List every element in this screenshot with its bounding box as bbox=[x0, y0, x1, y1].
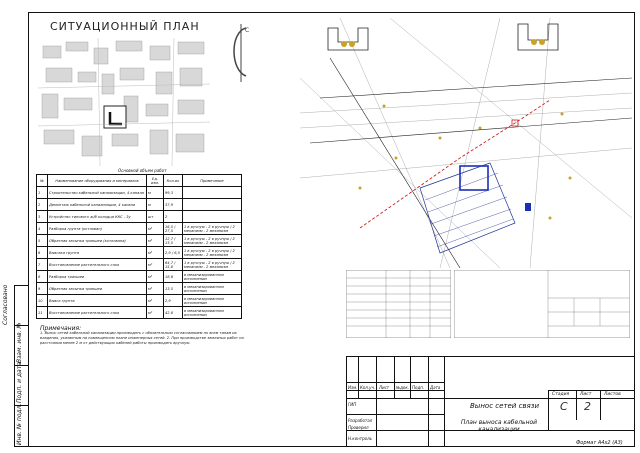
col-podp: Подп. bbox=[412, 385, 425, 390]
cell: Устройство типового ж/б колодца ККС - 3у bbox=[48, 211, 147, 223]
cell: м bbox=[147, 187, 164, 199]
cell: 13,5 bbox=[164, 283, 183, 295]
col-data: Дата bbox=[430, 385, 441, 390]
cell: 2 bbox=[37, 199, 48, 211]
cell: 9 bbox=[37, 283, 48, 295]
col-header: Примечание bbox=[183, 175, 242, 187]
col-header: № bbox=[37, 175, 48, 187]
cell: м³ bbox=[147, 235, 164, 247]
cell: Разборка грунта (котлован) bbox=[48, 223, 147, 235]
works-table bbox=[36, 174, 242, 319]
side-strip bbox=[0, 285, 28, 447]
role-gip: ГИП bbox=[348, 402, 357, 407]
stage-header: Стадия bbox=[552, 392, 570, 397]
side-label-sign: Подп. и дата bbox=[16, 362, 23, 403]
cell: м bbox=[147, 199, 164, 211]
side-label-agreed: Согласовано bbox=[2, 284, 9, 325]
col-koluch: Кол.уч. bbox=[360, 385, 376, 390]
table-row bbox=[37, 247, 242, 259]
cell: 8 bbox=[37, 271, 48, 283]
cell: 1 в ручную - 2 в ручную / 2 механизм - 2 механизм bbox=[183, 259, 242, 271]
cell: в механизированном исполнении bbox=[183, 283, 242, 295]
cell: 5 bbox=[37, 235, 48, 247]
cell: Вывоз грунта bbox=[48, 295, 147, 307]
cell: в механизированном исполнении bbox=[183, 271, 242, 283]
cell: 3 bbox=[37, 211, 48, 223]
cell: 1 в ручную - 2 в ручную / 2 механизм - 2 механизм bbox=[183, 247, 242, 259]
col-header: Ед. изм. bbox=[147, 175, 164, 187]
cell: м³ bbox=[147, 283, 164, 295]
role-developer: Разработал bbox=[348, 418, 373, 423]
cell: Строительство кабельной канализации, 4 канала bbox=[48, 187, 147, 199]
cell: 18,6 bbox=[164, 271, 183, 283]
format-label: Формат А4х2 (A3) bbox=[576, 440, 623, 446]
cell: 99,3 bbox=[164, 187, 183, 199]
cell bbox=[183, 199, 242, 211]
col-header: Наименование оборудования и материалов bbox=[48, 175, 147, 187]
table-row bbox=[37, 295, 242, 307]
table-header-row bbox=[37, 175, 242, 187]
cell: м³ bbox=[147, 295, 164, 307]
cell: 16,5 / 27,5 bbox=[164, 223, 183, 235]
sheet-value: 2 bbox=[584, 400, 591, 413]
table-row bbox=[37, 283, 242, 295]
svg-text:С: С bbox=[245, 27, 250, 34]
cell: м³ bbox=[147, 247, 164, 259]
cell: Восстановление растительного слоя bbox=[48, 307, 147, 319]
cell bbox=[183, 187, 242, 199]
cell: м³ bbox=[147, 223, 164, 235]
cell: 37,9 bbox=[164, 199, 183, 211]
table-row bbox=[37, 211, 242, 223]
cell: Обратная засыпка траншеи bbox=[48, 283, 147, 295]
sheets-header: Листов bbox=[604, 392, 621, 397]
cell: м² bbox=[147, 259, 164, 271]
table-row bbox=[37, 259, 242, 271]
cell: 6 bbox=[37, 247, 48, 259]
cell: Обратная засыпка траншеи (котлована) bbox=[48, 235, 147, 247]
cell: Демонтаж кабельной канализации, 4 канала bbox=[48, 199, 147, 211]
cell: 7 bbox=[37, 259, 48, 271]
side-label-replace: Взам. инв. № bbox=[16, 322, 23, 363]
cell: 2,9 / 6,5 bbox=[164, 247, 183, 259]
cell: 12,7 / 13,5 bbox=[164, 235, 183, 247]
table-row bbox=[37, 307, 242, 319]
cell: 2 bbox=[164, 211, 183, 223]
drawing-title: План выноса кабельной канализации bbox=[460, 419, 538, 433]
col-list: Лист bbox=[379, 385, 390, 390]
col-header: Кол-во bbox=[164, 175, 183, 187]
situation-map bbox=[38, 38, 210, 166]
cell: 1 в ручную - 2 в ручную / 2 механизм - 2 механизм bbox=[183, 223, 242, 235]
cell: Разборка траншеи bbox=[48, 271, 147, 283]
col-ndoc: №док. bbox=[396, 385, 410, 390]
cell: 1 bbox=[37, 187, 48, 199]
cell: м² bbox=[147, 307, 164, 319]
cell bbox=[183, 211, 242, 223]
approval-stamp-right bbox=[454, 270, 630, 338]
cell: 2,9 bbox=[164, 295, 183, 307]
table-row bbox=[37, 187, 242, 199]
cell: Восстановление растительного слоя bbox=[48, 259, 147, 271]
role-norm-control: Н.контроль bbox=[348, 436, 372, 441]
cell: 64,7 / 15,8 bbox=[164, 259, 183, 271]
table-row bbox=[37, 271, 242, 283]
cell: 11 bbox=[37, 307, 48, 319]
cell: 10 bbox=[37, 295, 48, 307]
table-caption: Основной объем работ bbox=[118, 168, 167, 173]
table-row bbox=[37, 235, 242, 247]
notes-title: Примечания: bbox=[40, 325, 82, 332]
cell: 42,8 bbox=[164, 307, 183, 319]
cell: 1 в ручную - 2 в ручную / 2 механизм - 2 механизм bbox=[183, 235, 242, 247]
approval-stamp bbox=[346, 270, 451, 338]
table-row bbox=[37, 223, 242, 235]
sheet-header: Лист bbox=[580, 392, 592, 397]
notes-text: 1. Вынос сетей кабельной канализации производить с обязательным согласованием по всем типам их владения, указанным на совмещенном плане инженерных сетей. 2. При производстве земляных работ на расстоянии менее 2 м от действующих кабелей работы производить вручную. bbox=[40, 331, 244, 345]
table-row bbox=[37, 199, 242, 211]
side-cell bbox=[14, 285, 28, 325]
stage-value: С bbox=[560, 400, 568, 413]
cell: в механизированном исполнении bbox=[183, 307, 242, 319]
cell: м³ bbox=[147, 271, 164, 283]
sheet-title: Вынос сетей связи bbox=[470, 402, 540, 410]
notes bbox=[40, 326, 246, 346]
cell: в механизированном исполнении bbox=[183, 295, 242, 307]
side-label-inv: Инв. № подл. bbox=[16, 403, 23, 445]
north-arrow-icon bbox=[228, 22, 254, 84]
col-izm: Изм. bbox=[348, 385, 358, 390]
cable-route-plan bbox=[300, 18, 632, 268]
situation-title: СИТУАЦИОННЫЙ ПЛАН bbox=[50, 20, 200, 33]
cell: Вывозка грунта bbox=[48, 247, 147, 259]
cell: 4 bbox=[37, 223, 48, 235]
role-checker: Проверил bbox=[348, 425, 369, 430]
cell: шт bbox=[147, 211, 164, 223]
